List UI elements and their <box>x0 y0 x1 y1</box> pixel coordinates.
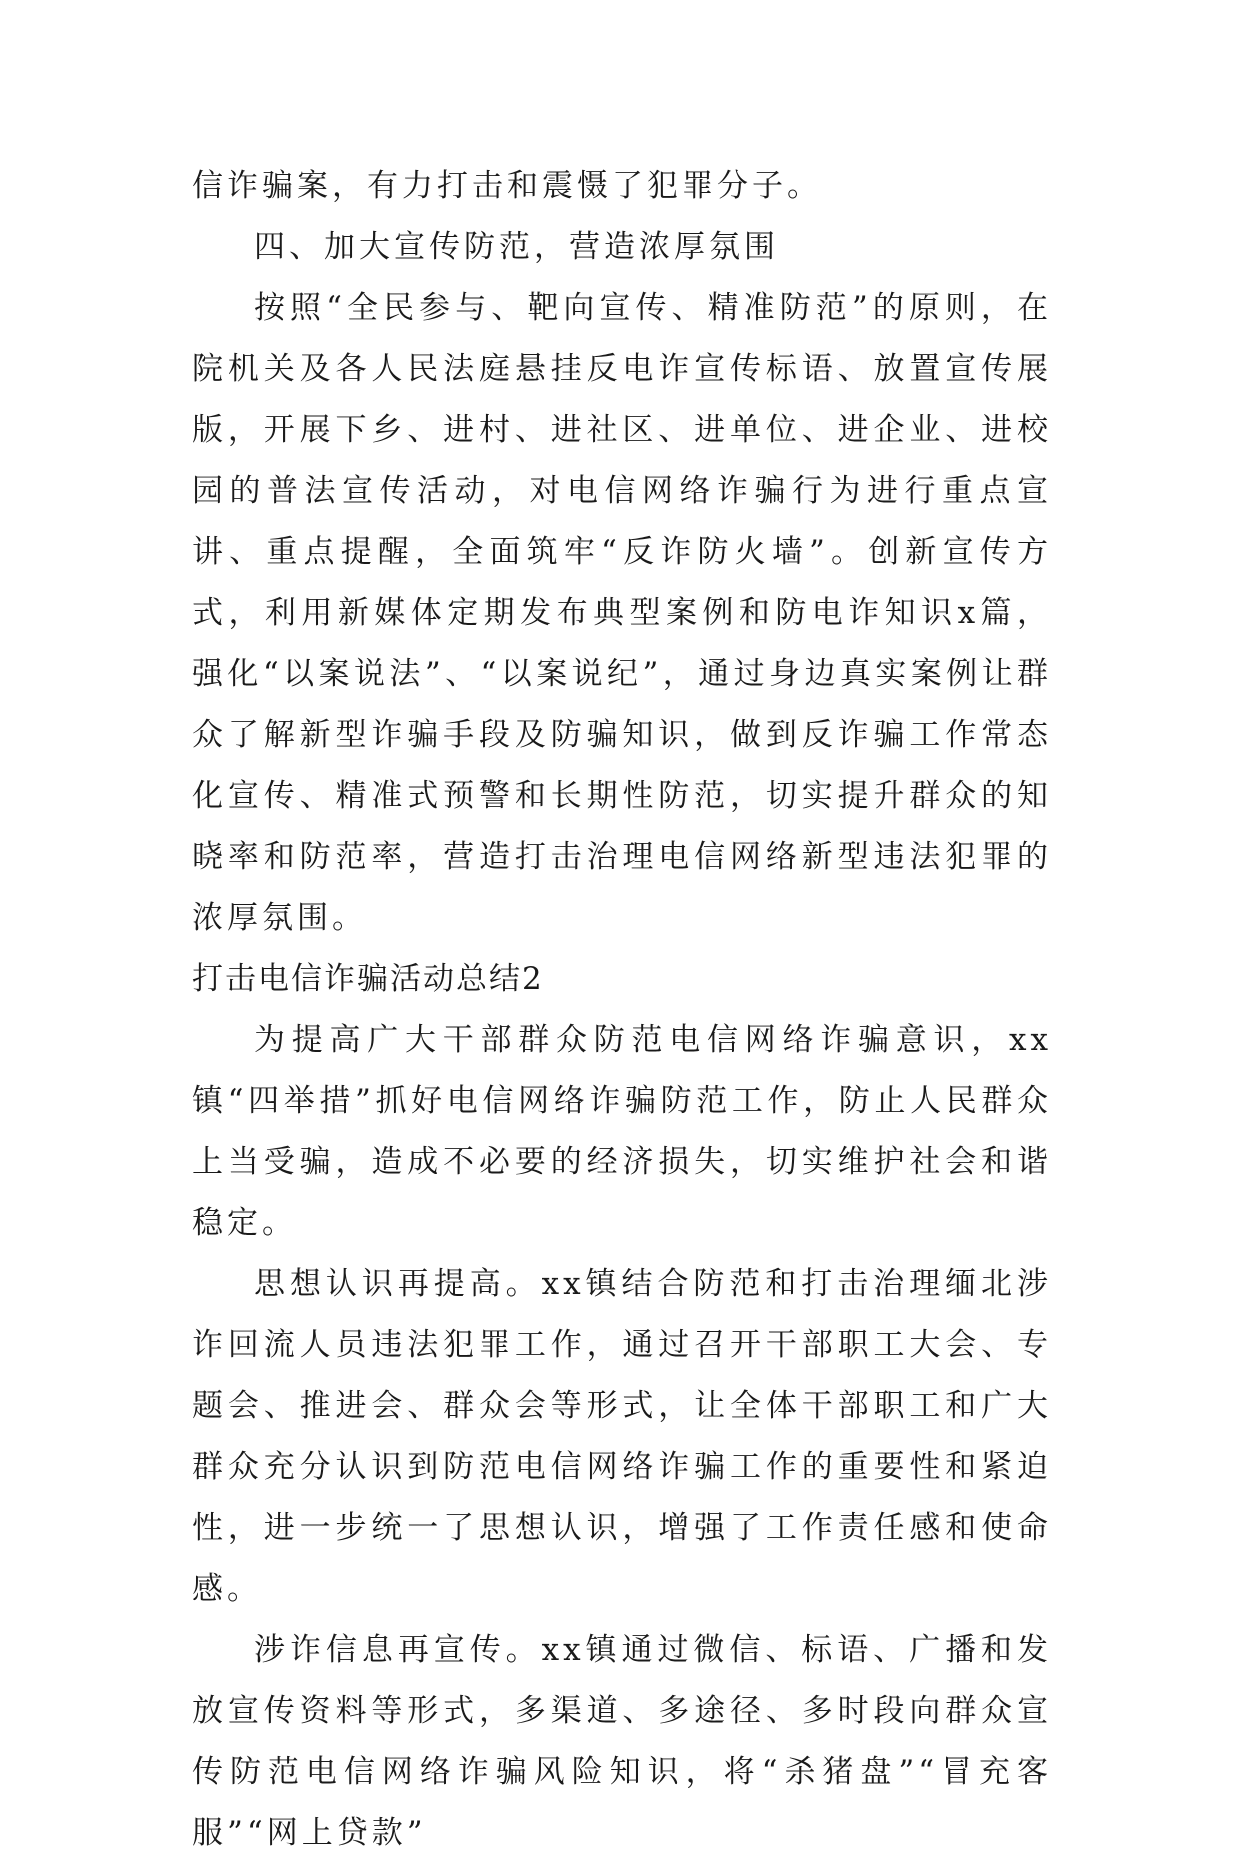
section-heading-four: 四、加大宣传防范，营造浓厚氛围 <box>254 229 779 265</box>
paragraph-publicity: 按照“全民参与、靶向宣传、精准防范”的原则，在院机关及各人民法庭悬挂反电诈宣传标语、放置宣传展版，开展下乡、进村、进社区、进单位、进企业、进校园的普法宣传活动，对电信网络诈骗行为进行重点宣讲、重点提醒，全面筑牢“反诈防火墙”。创新宣传方式，利用新媒体定期发布典型案例和防电诈知识x篇，强化“以案说法”、“以案说纪”，通过身边真实案例让群众了解新型诈骗手段及防骗知识，做到反诈骗工作常态化宣传、精准式预警和长期性防范，切实提升群众的知晓率和防范率，营造打击治理电信网络新型违法犯罪的浓厚氛围。 <box>192 290 1052 936</box>
paragraph-info: 涉诈信息再宣传。xx镇通过微信、标语、广播和发放宣传资料等形式，多渠道、多途径、多时段向群众宣传防范电信网络诈骗风险知识，将“杀猪盘”“冒充客服”“网上贷款” <box>192 1632 1052 1851</box>
document-body <box>192 156 1052 1864</box>
paragraph-intro: 为提高广大干部群众防范电信网络诈骗意识，xx镇“四举措”抓好电信网络诈骗防范工作，防止人民群众上当受骗，造成不必要的经济损失，切实维护社会和谐稳定。 <box>192 1022 1052 1241</box>
paragraph-continued: 信诈骗案，有力打击和震慑了犯罪分子。 <box>192 168 822 204</box>
article-title-2: 打击电信诈骗活动总结2 <box>192 961 544 997</box>
paragraph-thinking: 思想认识再提高。xx镇结合防范和打击治理缅北涉诈回流人员违法犯罪工作，通过召开干部职工大会、专题会、推进会、群众会等形式，让全体干部职工和广大群众充分认识到防范电信网络诈骗工作的重要性和紧迫性，进一步统一了思想认识，增强了工作责任感和使命感。 <box>192 1266 1052 1607</box>
